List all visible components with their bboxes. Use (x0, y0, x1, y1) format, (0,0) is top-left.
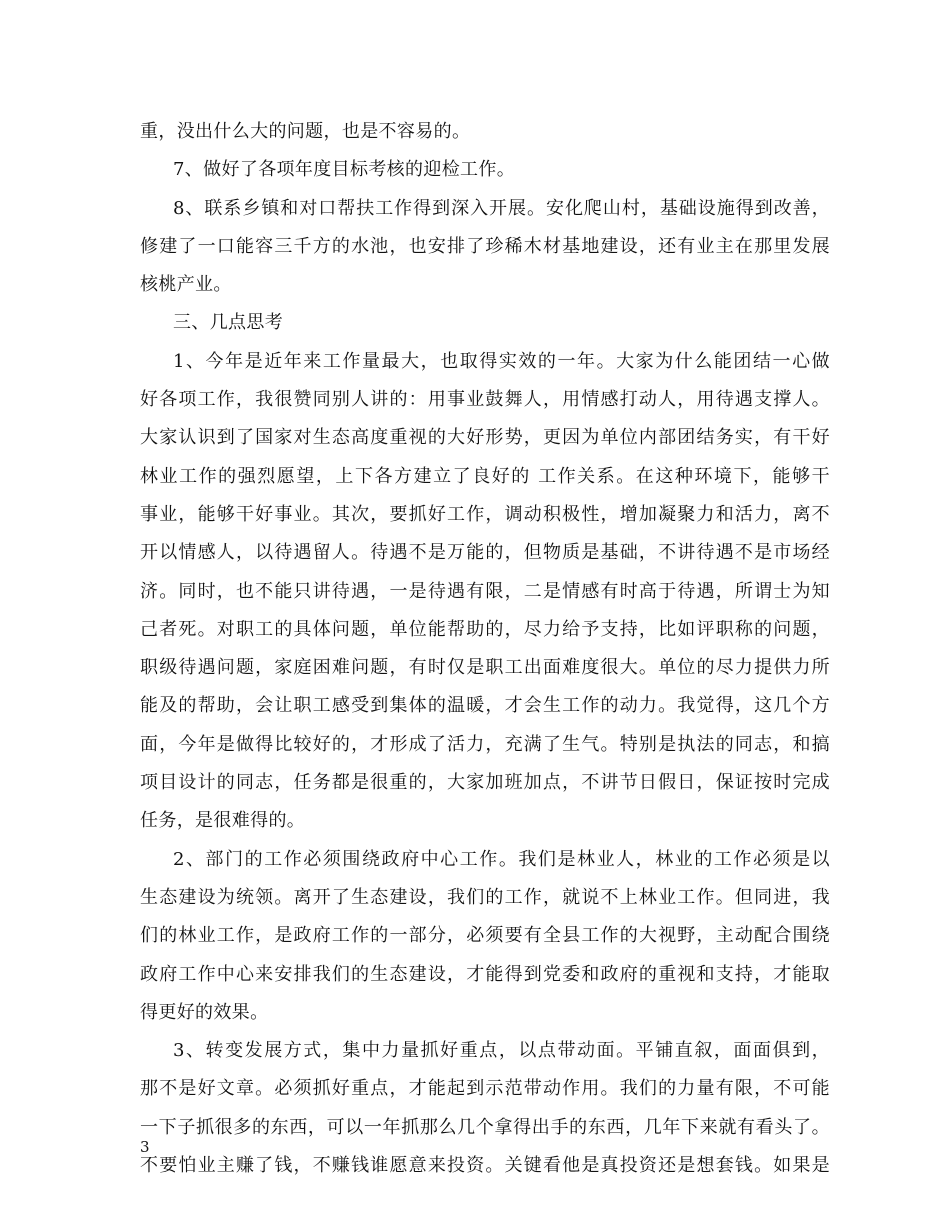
text-line: 职级待遇问题，家庭困难问题，有时仅是职工出面难度很大。单位的尽力提供力所 (140, 657, 830, 679)
text-line: 不要怕业主赚了钱，不赚钱谁愿意来投资。关键看他是真投资还是想套钱。如果是 (140, 1155, 830, 1177)
text-line: 政府工作中心来安排我们的生态建设，才能得到党委和政府的重视和支持，才能取 (140, 963, 830, 985)
text-line: 那不是好文章。必须抓好重点，才能起到示范带动作用。我们的力量有限，不可能 (140, 1078, 830, 1100)
text-line: 任务，是很难得的。 (140, 810, 306, 832)
text-line: 们的林业工作，是政府工作的一部分，必须要有全县工作的大视野，主动配合围绕 (140, 925, 830, 947)
page-number: 3 (140, 1138, 150, 1156)
text-line: 7、做好了各项年度目标考核的迎检工作。 (173, 159, 516, 181)
text-line: 生态建设为统领。离开了生态建设，我们的工作，就说不上林业工作。但同进，我 (140, 886, 830, 908)
text-line: 项目设计的同志，任务都是很重的，大家加班加点，不讲节日假日，保证按时完成 (140, 772, 830, 794)
text-line: 修建了一口能容三千方的水池，也安排了珍稀木材基地建设，还有业主在那里发展 (140, 235, 830, 257)
text-line: 能及的帮助，会让职工感受到集体的温暖，才会生工作的动力。我觉得，这几个方 (140, 695, 830, 717)
text-line: 一下子抓很多的东西，可以一年抓那么几个拿得出手的东西，几年下来就有看头了。 (140, 1116, 830, 1138)
text-line: 3、转变发展方式，集中力量抓好重点，以点带动面。平铺直叙，面面俱到， (173, 1040, 830, 1062)
text-line: 重，没出什么大的问题，也是不容易的。 (140, 121, 471, 142)
text-line: 事业，能够干好事业。其次，要抓好工作，调动积极性，增加凝聚力和活力，离不 (140, 503, 830, 525)
section-heading: 三、几点思考 (173, 312, 284, 334)
body-text (140, 113, 830, 1185)
text-line: 己者死。对职工的具体问题，单位能帮助的，尽力给予支持，比如评职称的问题， (140, 618, 830, 640)
text-line: 8、联系乡镇和对口帮扶工作得到深入开展。安化爬山村，基础设施得到改善， (173, 197, 830, 219)
text-line: 好各项工作，我很赞同别人讲的：用事业鼓舞人，用情感打动人，用待遇支撑人。 (140, 389, 830, 411)
text-line: 1、今年是近年来工作量最大，也取得实效的一年。大家为什么能团结一心做 (173, 350, 830, 372)
text-line: 核桃产业。 (140, 274, 232, 296)
text-line: 得更好的效果。 (140, 1001, 269, 1023)
text-line: 面，今年是做得比较好的，才形成了活力，充满了生气。特别是执法的同志，和搞 (140, 733, 830, 755)
text-line: 林业工作的强烈愿望，上下各方建立了良好的 工作关系。在这种环境下，能够干 (140, 465, 830, 487)
text-line: 大家认识到了国家对生态高度重视的大好形势，更因为单位内部团结务实，有干好 (140, 427, 830, 449)
text-line: 开以情感人，以待遇留人。待遇不是万能的，但物质是基础，不讲待遇不是市场经 (140, 542, 830, 564)
text-line: 济。同时，也不能只讲待遇，一是待遇有限，二是情感有时高于待遇，所谓士为知 (140, 580, 830, 602)
text-line: 2、部门的工作必须围绕政府中心工作。我们是林业人，林业的工作必须是以 (173, 848, 830, 870)
